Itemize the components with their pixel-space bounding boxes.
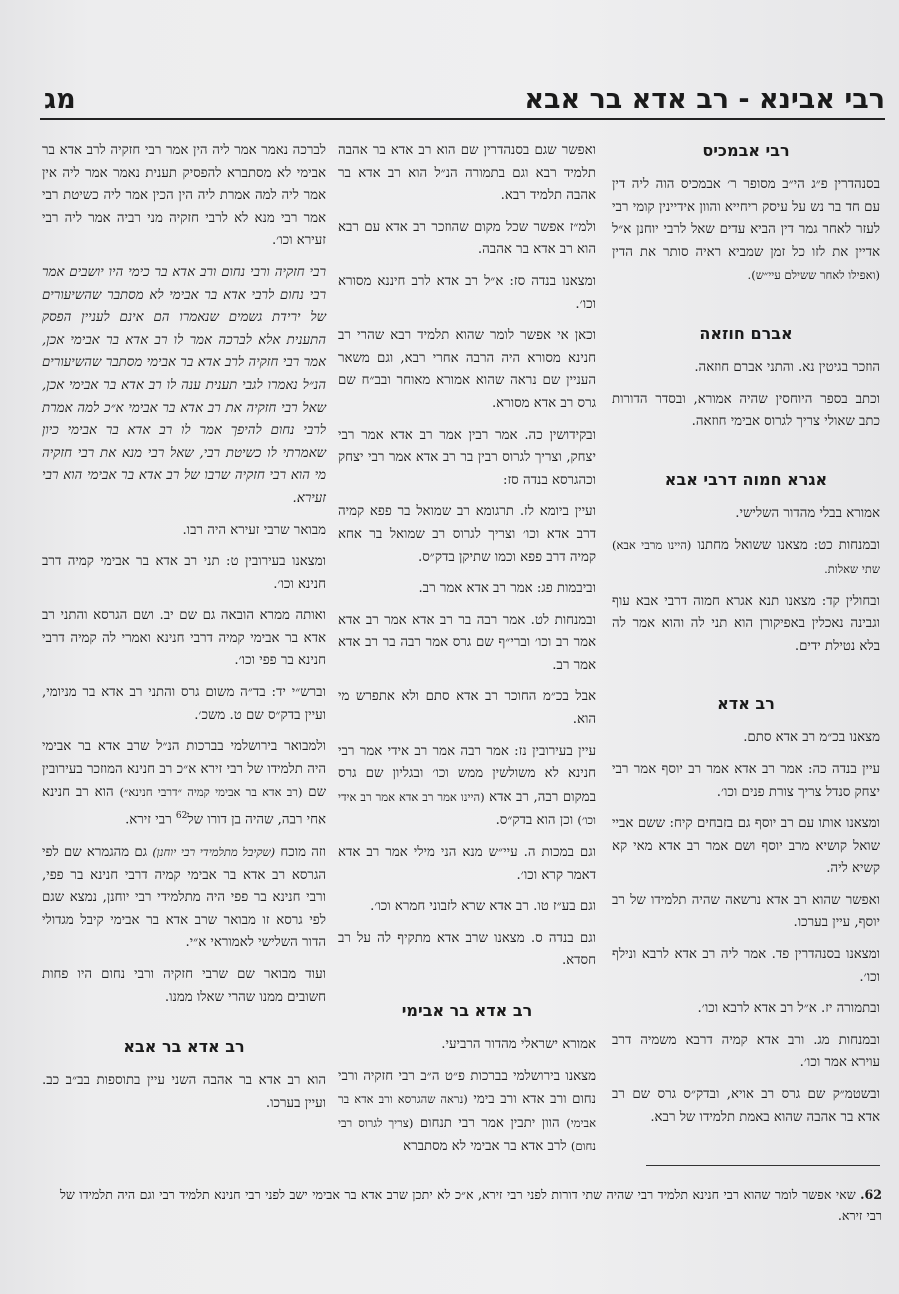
paragraph-note: (היינו אמר רב אדא אמר רב אידי וכו׳) xyxy=(338,789,596,828)
paragraph: הוזכר בגיטין נא. והתני אברם חוזאה. xyxy=(694,359,880,375)
paragraph-note: (רב אדא בר אבימי קמיה ״דרבי חנינא״) xyxy=(119,785,303,800)
paragraph: אבל בכ״מ החוכר רב אדא סתם ולא אתפרש מי הוא. xyxy=(338,689,596,728)
entry-heading: רב אדא בר אבימי xyxy=(401,1001,533,1020)
paragraph: מבואר שרבי זעירא היה רבו. xyxy=(182,522,326,538)
paragraph: וגם בנדה ס. מצאנו שרב אדא מתקיף לה על רב חסדא. xyxy=(338,930,596,969)
footnote xyxy=(60,1184,882,1226)
paragraph: ומצאנו אותו עם רב יוסף גם בזבחים קיח: ששם אביי שואל קושיא מרב יוסף ושם אמר רב אדא מאי קא קשיא ליה. xyxy=(612,816,880,877)
entry-heading: אגרא חמוה דרבי אבא xyxy=(664,469,828,489)
paragraph-text: וכן הוא בדק״ס. xyxy=(495,813,574,829)
paragraph-text: הוא רב חנינא אחי רבה, שהיה בן דורו של xyxy=(42,785,326,828)
paragraph: אמורא בבלי מהדור השלישי. xyxy=(735,505,880,521)
paragraph-note: (צריך לגרוס רבי נחום) xyxy=(338,1115,596,1154)
footnote-number: 62. xyxy=(860,1187,882,1202)
footnote-marker[interactable]: 62 xyxy=(175,811,188,822)
paragraph xyxy=(338,1066,596,1159)
paragraph: ומצאנו בסנהדרין פד. אמר ליה רב אדא לרבא ונילף וכו׳. xyxy=(612,947,880,985)
paragraph xyxy=(42,736,326,832)
running-head-title: רבי אבינא - רב אדא בר אבא xyxy=(524,84,885,115)
paragraph: ובמנחות מג. ורב אדא קמיה דרבא משמיה דרב עוירא אמר וכו׳. xyxy=(612,1032,880,1071)
paragraph: מצאנו בכ״מ רב אדא סתם. xyxy=(743,730,880,746)
paragraph-text: וזה מוכח xyxy=(280,845,326,861)
paragraph: וגם במכות ה. עיי״ש מנא הני מילי אמר רב אדא דאמר קרא וכו׳. xyxy=(338,845,596,883)
translation-block xyxy=(42,262,326,511)
paragraph-text: ולמבואר בירושלמי בברכות הנ״ל שרב אדא בר אבימי היה תלמידו של רבי זירא א״כ רב חנינא המוזכר בעירובין שם xyxy=(42,739,327,801)
paragraph xyxy=(612,174,880,288)
paragraph-text: עיין בעירובין נז: אמר רבה אמר רב אידי אמר רבי חנינא לא משולשין ממש וכו׳ ובגליון שם גרס במקום רבה, רב אדא xyxy=(338,743,596,805)
paragraph xyxy=(42,841,326,955)
entry-heading: רבי אבמכיס xyxy=(702,141,790,160)
paragraph: ואפשר שגם בסנהדרין שם הוא רב אדא בר אהבה תלמיד רבא וגם בתמורה הנ״ל הוא רב אדא בר אהבה תלמיד רבא. xyxy=(338,143,596,204)
footnote-text: שאי אפשר לומר שהוא רבי חנינא תלמיד רבי שהיה שתי דורות לפני רבי זירא, א״כ לא יתכן שרב אדא בר אבימי ישב לפני רבי חנינא תלמיד רבי וגם היה תלמידו של רבי זירא. xyxy=(60,1187,882,1223)
left-column xyxy=(42,140,326,1124)
paragraph-note: (נראה שהגרסא ורב אדא בר אבימי) xyxy=(338,1092,596,1130)
entry-heading: אברם חוזאה xyxy=(699,323,793,343)
paragraph: אמורא ישראלי מהדור הרביעי. xyxy=(441,1037,596,1052)
paragraph: ובקידושין כה. אמר רבין אמר רב אדא אמר רבי יצחק, וצריך לגרוס רבין בר רב אדא אמר רבי יצחק וכהגרסא בנדה סז: xyxy=(338,427,596,488)
paragraph: ובמנחות לט. אמר רבה בר רב אדא אמר רב אדא אמר רב וכו׳ וברי״ף שם גרס אמר רבה בר רב אדא אמר רב. xyxy=(338,612,596,673)
paragraph: ואותה ממרא הובאה גם שם יב. ושם הגרסא והתני רב אדא בר אבימי קמיה דרבי חנינא ואמרי לה קמיה דרבי חנינא בר פפי וכו׳. xyxy=(42,608,326,669)
paragraph: ואפשר שהוא רב אדא נרשאה שהיה תלמידו של רב יוסף, עיין בערכו. xyxy=(612,892,880,931)
right-column xyxy=(612,140,880,1138)
paragraph-text: בסנהדרין פ״ג הי״ב מסופר ר׳ אבמכיס הוה ליה דין עם חד בר נש על עיסק ריחייא והוון אידיינין קומי רבי לעזר לאחר גמר דין הביא עדים שאל לרבי יוחנן א״ל אדיין את לזו כל זמן שמביא ראיה סותר את הדין xyxy=(612,177,880,260)
paragraph: ובחולין קד: מצאנו תנא אגרא חמוה דרבי אבא עוף וגבינה נאכלין באפיקורן הוא תני לה והוא אמר לה בלא נטילת ידים. xyxy=(612,593,880,654)
paragraph: הוא רב אדא בר אהבה השני עיין בתוספות בב״ב כב. ועיין בערכו. xyxy=(42,1073,326,1111)
footnote-divider xyxy=(646,1165,880,1166)
paragraph: וגם בע״ז טו. רב אדא שרא לזבוני חמרא וכו׳. xyxy=(370,899,596,915)
paragraph: לברכה נאמר אמר ליה הין אמר רבי חזקיה לרב אדא בר אבימי לא מסתברא להפסיק תענית נאמר אמר ליה אין אמר ליה למה אמרת ליה הין הכין אמר ליה כשיטת רבי אמר רבי מנא לא לרבי חזקיה מני רביה אמר ליה רבי זעירא וכו׳. xyxy=(42,143,326,249)
running-head xyxy=(40,84,885,120)
paragraph: וכתב בספר היוחסין שהיה אמורא, ובסדר הדורות כתב שאולי צריך לגרוס אבימי חוזאה. xyxy=(612,391,880,430)
paragraph-text: הוון יתבין אמר רבי תנחום xyxy=(419,1115,560,1131)
paragraph: וברש״י יד: בד״ה משום גרס והתני רב אדא בר מניומי, ועיין בדק״ס שם ט. משכ׳. xyxy=(42,685,326,723)
paragraph: וביבמות פג: אמר רב אדא אמר רב. xyxy=(418,581,596,597)
paragraph xyxy=(338,741,596,833)
page-number: מג xyxy=(44,84,76,115)
paragraph: ועוד מבואר שם שרבי חזקיה ורבי נחום היו פחות חשובים ממנו שהרי שאלו ממנו. xyxy=(42,967,326,1005)
paragraph-text: מצאנו בירושלמי בברכות פ״ט ה״ב רבי חזקיה ורבי נחום ורב אדא ורב בימי xyxy=(338,1068,596,1108)
paragraph: עיין בנדה כה: אמר רב אדא אמר רב יוסף אמר רבי יצחק סנדל צריך צורת פנים וכו׳. xyxy=(612,761,880,800)
middle-column xyxy=(338,140,596,1168)
paragraph: ולמ״ז אפשר שכל מקום שהוזכר רב אדא עם רבא הוא רב אדא בר אהבה. xyxy=(338,219,596,258)
paragraph: ובתמורה יז. א״ל רב אדא לרבא וכו׳. xyxy=(697,1001,880,1017)
paragraph-text: גם מהגמרא שם לפי הגרסא רב אדא בר אבימי קמיה דרבי חנינא בר פפי, ורבי חנינא בר פפי היה מתלמידי רבי יוחנן, נמצא שגם לפי גרסא זו מבואר שרב אדא בר אבימי קיבל מגדולי הדור השלישי לאמוראי א״י. xyxy=(42,845,326,951)
paragraph-text: לרב אדא בר אבימי לא מסתברא xyxy=(403,1139,567,1155)
paragraph-note: (שקיבל מתלמידי רבי יוחנן) xyxy=(152,845,276,860)
paragraph: ומצאנו בנדה סז: א״ל רב אדא לרב חיננא מסורא וכו׳. xyxy=(338,273,596,312)
paragraph: ועיין ביומא לז. תרגומא רב שמואל בר פפא קמיה דרב אדא וכו׳ וצריך לגרוס רב שמואל בר אחא קמיה דרב פפא וכמו שתיקן בדק״ס. xyxy=(338,504,596,565)
paragraph-text: רבי זירא. xyxy=(125,812,172,828)
paragraph xyxy=(612,534,880,581)
paragraph: ובשטמ״ק שם גרס רב אויא, ובדק״ס גרס שם רב אדא בר אהבה שהוא באמת תלמידו של רבא. xyxy=(612,1087,880,1125)
paragraph: רבי חזקיה ורבי נחום ורב אדא בר כימי היו יושבים אמר רבי נחום לרבי אדא בר אבימי לא מסתבר שהשיעורים של ירידת גשמים שנאמרו הם אינם לעניין הפסק התענית אלא לברכה אמר לו רב אדא בר אבימי אכן, אמר רבי חזקיה לרב אדא בר אבימי מסתבר שהשיעורים הנ״ל נאמרו לגבי תענית ענה לו רב אדא בר אבימי אכן, שאל רבי חזקיה את רב אדא בר אבימי א״כ למה אמרת לרבי נחום להיפך אמר לו רב אדא בר אבימי כיון שאמרתי לו כשיטת רבי, שאל רבי מנא את רבי חזקיה מי הוא רבי חזקיה שרבו של רב אדא בר אבימי הוא רבי זעירא. xyxy=(42,264,326,506)
paragraph: וכאן אי אפשר לומר שהוא תלמיד רבא שהרי רב חנינא מסורא היה הרבה אחרי רבא, וגם משאר העניין שם נראה שהוא אמורא מאוחר ובב״ח שם גרס רב אדא מסורא. xyxy=(338,328,596,411)
paragraph-note: (היינו מרבי אבא) שתי שאלות. xyxy=(612,538,880,576)
paragraph: ומצאנו בעירובין ט: תני רב אדא בר אבימי קמיה דרב חנינא וכו׳. xyxy=(42,554,326,592)
paragraph-text: ובמנחות כט: מצאנו ששואל מחתנו xyxy=(697,538,881,554)
paragraph-note: (ואפילו לאחר ששילם עיי״ש). xyxy=(747,268,880,283)
entry-heading: רב אדא xyxy=(717,694,775,714)
entry-heading: רב אדא בר אבא xyxy=(123,1037,245,1057)
